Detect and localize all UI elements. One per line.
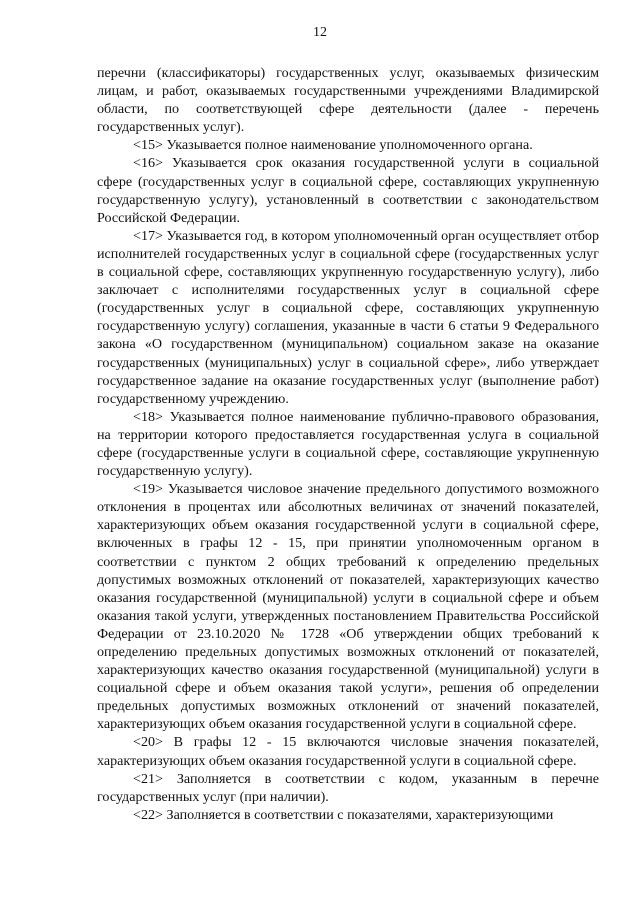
footnote-17: <17> Указывается год, в котором уполномоченный орган осуществляет отбор исполнителей государственных услуг в социальной сфере (государственных услуг в социальной сфере, составляющих укрупненную государственную услугу), либо заключает с исполнителями государственных услуг в социальной сфере (государственных услуг в социальной сфере, составляющих укрупненную государственную услугу) соглашения, указанные в части 6 статьи 9 Федерального закона «О государственном (муниципальном) социальном заказе на оказание государственных (муниципальных) услуг в социальной сфере», либо утверждает государственное задание на оказание государственных услуг (выполнение работ) государственному учреждению.	[97, 227, 599, 407]
footnote-15: <15> Указывается полное наименование уполномоченного органа.	[133, 137, 533, 154]
page-number: 12	[313, 25, 327, 40]
footnote-18: <18> Указывается полное наименование публично-правового образования, на территории которого предоставляется государственная услуга в социальной сфере (государственные услуги в социальной сфере, составляющие укрупненную государственную услугу).	[97, 408, 599, 480]
paragraph-continuation: перечни (классификаторы) государственных услуг, оказываемых физическим лицам, и работ, оказываемых государственными учреждениями Владимирской области, по соответствующей сфере деятельности (далее - перечень государственных услуг).	[97, 65, 599, 136]
footnote-21: <21> Заполняется в соответствии с кодом, указанным в перечне государственных услуг (при наличии).	[97, 770, 599, 805]
footnote-20: <20> В графы 12 - 15 включаются числовые значения показателей, характеризующих объем оказания государственной услуги в социальной сфере.	[97, 734, 599, 769]
footnote-19: <19> Указывается числовое значение предельного допустимого возможного отклонения в процентах или абсолютных величинах от значений показателей, характеризующих объем оказания государственной услуги в социальной сфере, включенных в графы 12 - 15, при принятии уполномоченным органом в соответствии с пунктом 2 общих требований к определению предельных допустимых возможных отклонений от показателей, характеризующих качество оказания государственной (муниципальной) услуги в социальной сфере и объем оказания такой услуги, утвержденных постановлением Правительства Российской Федерации от 23.10.2020 № 1728 «Об утверждении общих требований к определению предельных допустимых возможных отклонений от показателей, характеризующих качество оказания государственной (муниципальной) услуги в социальной сфере и объем оказания такой услуги», решения об определении предельных допустимых возможных отклонений от значений показателей, характеризующих объем оказания государственной услуги в социальной сфере.	[97, 481, 599, 733]
footnote-22: <22> Заполняется в соответствии с показателями, характеризующими	[133, 806, 554, 823]
footnote-16: <16> Указывается срок оказания государственной услуги в социальной сфере (государственных услуг в социальной сфере, составляющих укрупненную государственную услугу), установленный в соответствии с законодательством Российской Федерации.	[97, 155, 599, 226]
document-body	[97, 64, 599, 824]
